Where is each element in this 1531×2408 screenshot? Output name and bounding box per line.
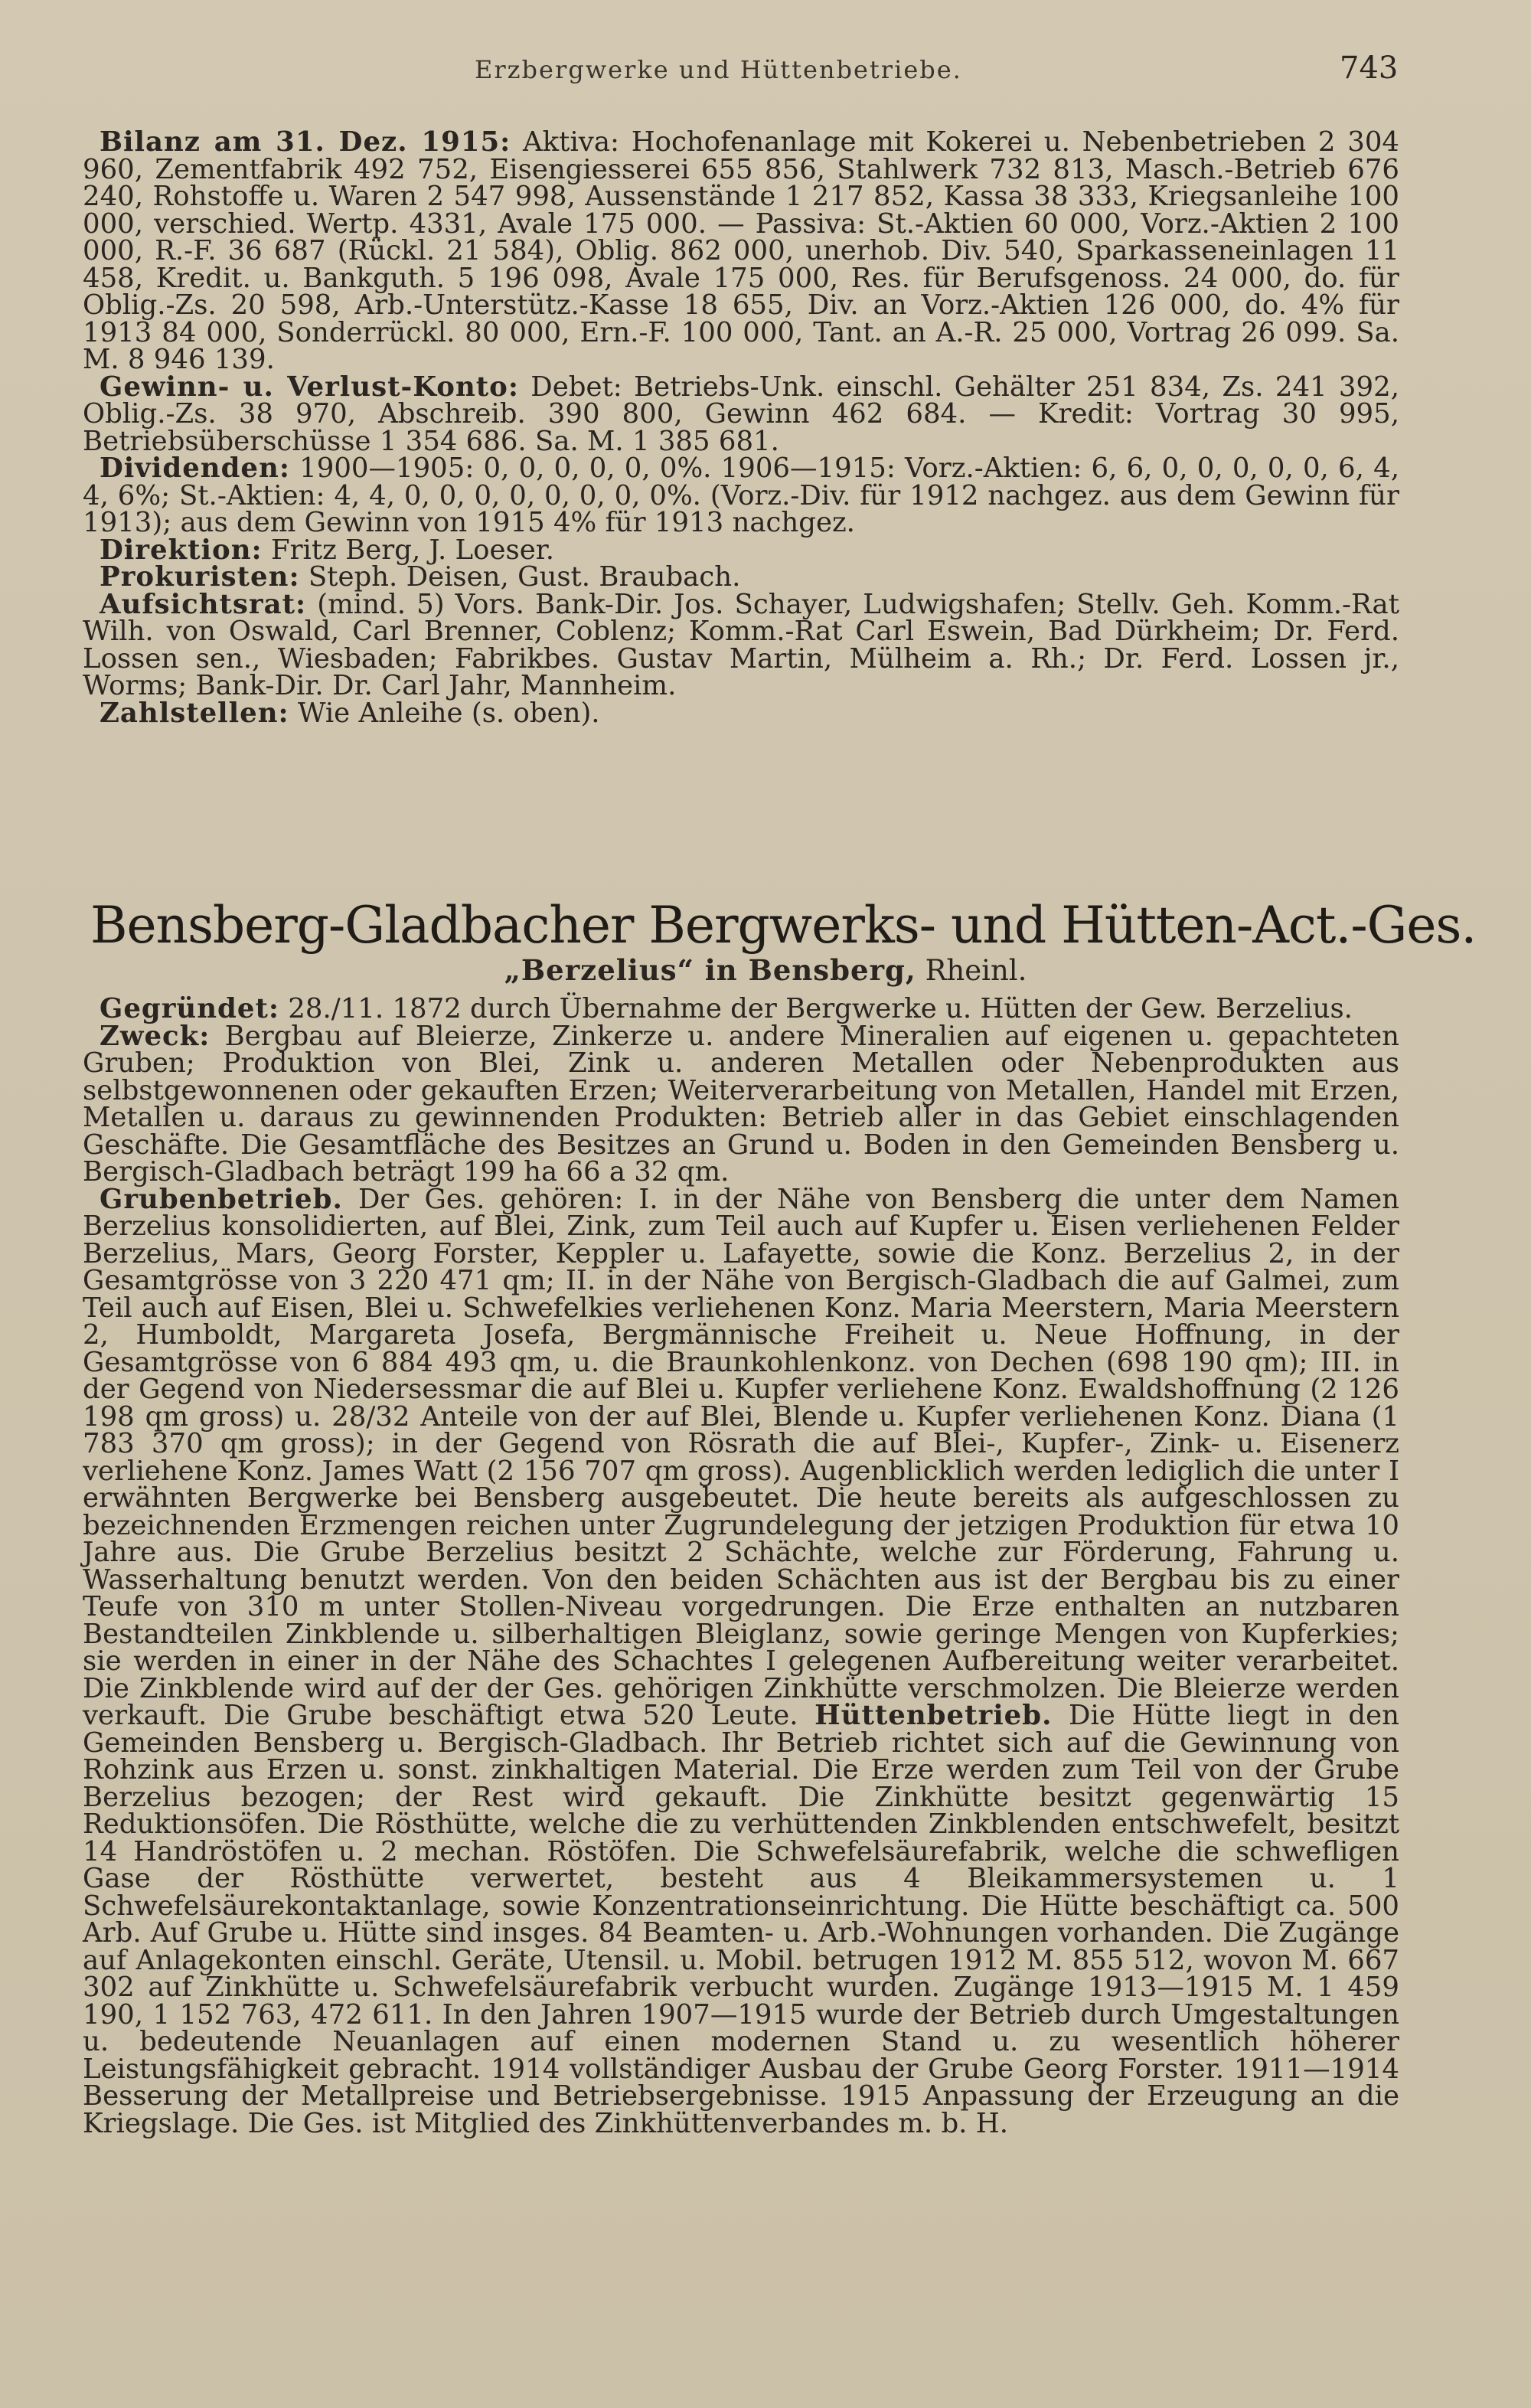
company-heading: Bensberg-Gladbacher Bergwerks- und Hütten-Act.-Ges. [90,896,1477,955]
company-subtitle-bold: „Berzelius“ in Bensberg, [504,953,916,987]
grubenbetrieb-label: Grubenbetrieb. [100,1183,343,1215]
grubenbetrieb-paragraph [83,1183,1399,2139]
gegruendet-text: 28./11. 1872 durch Übernahme der Bergwerke u. Hütten der Gew. Berzelius. [288,993,1353,1024]
aufsichtsrat-paragraph [83,588,1399,701]
guv-paragraph [83,371,1399,457]
zweck-paragraph [83,1020,1399,1188]
zahlstellen-label: Zahlstellen: [100,697,289,729]
direktion-text: Fritz Berg, J. Loeser. [270,534,555,566]
zahlstellen-text: Wie Anleihe (s. oben). [297,697,600,729]
prokuristen-paragraph [83,561,1399,593]
prokuristen-text: Steph. Deisen, Gust. Braubach. [308,561,741,593]
bilanz-label: Bilanz am 31. Dez. 1915: [100,126,511,158]
zweck-text: Bergbau auf Bleierze, Zinkerze u. andere Mineralien auf eigenen u. gepachteten Gruben; Produktion von Blei, Zink u. anderen Metallen oder Nebenprodukten aus selbstgewonnenen oder gekauften Erzen; Weiterverarbeitung von Metallen, Handel mit Erzen, Metallen u. daraus zu gewinnenden Produkten: Betrieb aller in das Gebiet einschlagenden Geschäfte. Die Gesamtfläche des Besitzes an Grund u. Boden in den Gemeinden Bensberg u. Bergisch-Gladbach beträgt 199 ha 66 a 32 qm. [83,1020,1399,1188]
company-section [83,995,1399,2137]
aufsichtsrat-text: (mind. 5) Vors. Bank-Dir. Jos. Schayer, Ludwigshafen; Stellv. Geh. Komm.-Rat Wilh. von Oswald, Carl Brenner, Coblenz; Komm.-Rat Carl Eswein, Bad Dürkheim; Dr. Ferd. Lossen sen., Wiesbaden; Fabrikbes. Gustav Martin, Mülheim a. Rh.; Dr. Ferd. Lossen jr., Worms; Bank-Dir. Dr. Carl Jahr, Mannheim. [83,588,1399,701]
dividenden-label: Dividenden: [100,453,290,484]
prokuristen-label: Prokuristen: [100,561,300,593]
company-subtitle [0,953,1531,987]
gegruendet-paragraph [83,995,1399,1023]
bilanz-paragraph [83,126,1399,375]
previous-company-section [83,126,1399,729]
grubenbetrieb-text: Der Ges. gehören: I. in der Nähe von Bensberg die unter dem Namen Berzelius konsolidierten, auf Blei, Zink, zum Teil auch auf Kupfer u. Eisen verliehenen Felder Berzelius, Mars, Georg Forster, Keppler u. Lafayette, sowie die Konz. Berzelius 2, in der Gesamtgrösse von 3 220 471 qm; II. in der Nähe von Bergisch-Gladbach die auf Galmei, zum Teil auch auf Eisen, Blei u. Schwefelkies verliehenen Konz. Maria Meerstern, Maria Meerstern 2, Humboldt, Margareta Josefa, Bergmännische Freiheit u. Neue Hoffnung, in der Gesamtgrösse von 6 884 493 qm, u. die Braunkohlenkonz. von Dechen (698 190 qm); III. in der Gegend von Niedersessmar die auf Blei u. Kupfer verliehene Konz. Ewaldshoffnung (2 126 198 qm gross) u. 28/32 Anteile von der auf Blei, Blende u. Kupfer verliehenen Konz. Diana (1 783 370 qm gross); in der Gegend von Rösrath die auf Blei-, Kupfer-, Zink- u. Eisenerz verliehene Konz. James Watt (2 156 707 qm gross). Augenblicklich werden lediglich die unter I erwähnten Bergwerke bei Bensberg ausgebeutet. Die heute bereits als aufgeschlossen zu bezeichnenden Erzmengen reichen unter Zugrundelegung der jetzigen Produktion für etwa 10 Jahre aus. Die Grube Berzelius besitzt 2 Schächte, welche zur Förderung, Fahrung u. Wasserhaltung benutzt werden. Von den beiden Schächten aus ist der Bergbau bis zu einer Teufe von 310 m unter Stollen-Niveau vorgedrungen. Die Erze enthalten an nutzbaren Bestandteilen Zinkblende u. silberhaltigen Bleiglanz, sowie geringe Mengen von Kupferkies; sie werden in einer in der Nähe des Schachtes I gelegenen Aufbereitung weiter verarbeitet. Die Zinkblende wird auf der der Ges. gehörigen Zinkhütte verschmolzen. Die Bleierze werden verkauft. Die Grube beschäftigt etwa 520 Leute. [83,1183,1399,1731]
huettenbetrieb-label: Hüttenbetrieb. [814,1700,1053,1731]
direktion-paragraph [83,534,1399,566]
running-title: Erzbergwerke und Hüttenbetriebe. [475,55,962,84]
direktion-label: Direktion: [100,534,263,566]
guv-text: Debet: Betriebs-Unk. einschl. Gehälter 251 834, Zs. 241 392, Oblig.-Zs. 38 970, Abschreib. 390 800, Gewinn 462 684. — Kredit: Vortrag 30 995, Betriebsüberschüsse 1 354 686. Sa. M. 1 385 681. [83,371,1399,457]
zahlstellen-paragraph [83,697,1399,729]
dividenden-text: 1900—1905: 0, 0, 0, 0, 0, 0%. 1906—1915: Vorz.-Aktien: 6, 6, 0, 0, 0, 0, 0, 6, 4, 4, 6%; St.-Aktien: 4, 4, 0, 0, 0, 0, 0, 0, 0, 0%. (Vorz.-Div. für 1912 nachgez. aus dem Gewinn für 1913); aus dem Gewinn von 1915 4% für 1913 nachgez. [83,453,1399,538]
running-head [0,47,1531,93]
huettenbetrieb-text: Die Hütte liegt in den Gemeinden Bensberg u. Bergisch-Gladbach. Ihr Betrieb richtet sich auf die Gewinnung von Rohzink aus Erzen u. sonst. zinkhaltigen Material. Die Erze werden zum Teil von der Grube Berzelius bezogen; der Rest wird gekauft. Die Zinkhütte besitzt gegenwärtig 15 Reduktionsöfen. Die Rösthütte, welche die zu verhüttenden Zinkblenden entschwefelt, besitzt 14 Handröstöfen u. 2 mechan. Röstöfen. Die Schwefelsäurefabrik, welche die schwefligen Gase der Rösthütte verwertet, besteht aus 4 Bleikammersystemen u. 1 Schwefelsäurekontaktanlage, sowie Konzentrationseinrichtung. Die Hütte beschäftigt ca. 500 Arb. Auf Grube u. Hütte sind insges. 84 Beamten- u. Arb.-Wohnungen vorhanden. Die Zugänge auf Anlagekonten einschl. Geräte, Utensil. u. Mobil. betrugen 1912 M. 855 512, wovon M. 667 302 auf Zinkhütte u. Schwefelsäurefabrik verbucht wurden. Zugänge 1913—1915 M. 1 459 190, 1 152 763, 472 611. In den Jahren 1907—1915 wurde der Betrieb durch Umgestaltungen u. bedeutende Neuanlagen auf einen modernen Stand u. zu wesentlich höherer Leistungsfähigkeit gebracht. 1914 vollständiger Ausbau der Grube Georg Forster. 1911—1914 Besserung der Metallpreise und Betriebsergebnisse. 1915 Anpassung der Erzeugung an die Kriegslage. Die Ges. ist Mitglied des Zinkhüttenverbandes m. b. H. [83,1700,1399,2139]
zweck-label: Zweck: [100,1020,211,1052]
page-number: 743 [1340,51,1399,86]
dividenden-paragraph [83,455,1399,537]
gegruendet-label: Gegründet: [100,993,279,1024]
bilanz-text: Aktiva: Hochofenanlage mit Kokerei u. Nebenbetrieben 2 304 960, Zementfabrik 492 752, Eisengiesserei 655 856, Stahlwerk 732 813, Masch.-Betrieb 676 240, Rohstoffe u. Waren 2 547 998, Aussenstände 1 217 852, Kassa 38 333, Kriegsanleihe 100 000, verschied. Wertp. 4331, Avale 175 000. — Passiva: St.-Aktien 60 000, Vorz.-Aktien 2 100 000, R.-F. 36 687 (Rückl. 21 584), Oblig. 862 000, unerhob. Div. 540, Sparkasseneinlagen 11 458, Kredit. u. Bankguth. 5 196 098, Avale 175 000, Res. für Berufsgenoss. 24 000, do. für Oblig.-Zs. 20 598, Arb.-Unterstütz.-Kasse 18 655, Div. an Vorz.-Aktien 126 000, do. 4% für 1913 84 000, Sonderrückl. 80 000, Ern.-F. 100 000, Tant. an A.-R. 25 000, Vortrag 26 099. Sa. M. 8 946 139. [83,126,1399,375]
company-subtitle-rest: Rheinl. [925,954,1027,987]
guv-label: Gewinn- u. Verlust-Konto: [100,371,519,403]
aufsichtsrat-label: Aufsichtsrat: [100,588,307,620]
